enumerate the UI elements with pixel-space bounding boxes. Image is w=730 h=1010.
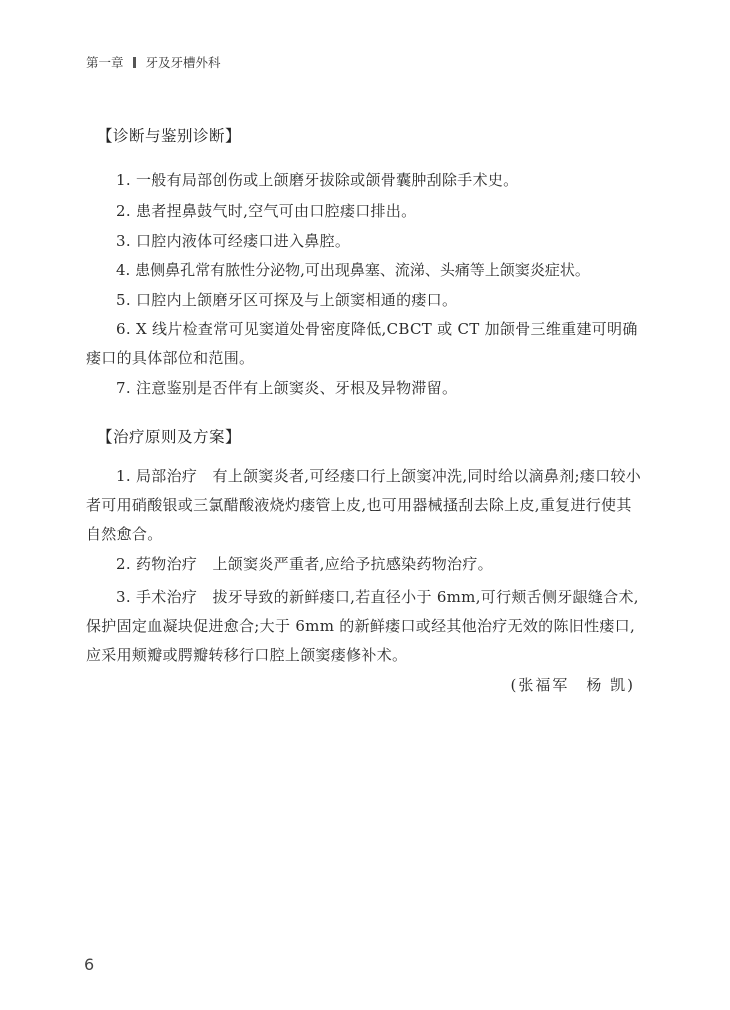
section-heading-diagnosis: 【诊断与鉴别诊断】 [97, 127, 242, 145]
page-number: 6 [84, 955, 95, 974]
diagnosis-item-5: 5. 口腔内上颌磨牙区可探及与上颌窦相通的瘘口。 [116, 291, 458, 309]
chapter-title: 牙及牙槽外科 [145, 55, 221, 70]
treatment-item-2: 2. 药物治疗 上颌窦炎严重者,应给予抗感染药物治疗。 [116, 555, 493, 573]
running-header [86, 53, 221, 71]
diagnosis-item-4: 4. 患侧鼻孔常有脓性分泌物,可出现鼻塞、流涕、头痛等上颌窦炎症状。 [116, 261, 590, 279]
section-heading-treatment: 【治疗原则及方案】 [97, 428, 242, 446]
header-divider [133, 57, 136, 68]
diagnosis-item-1: 1. 一般有局部创伤或上颌磨牙拔除或颌骨囊肿刮除手术史。 [116, 171, 519, 189]
author-signature: (张福军 杨 凯) [510, 676, 635, 694]
diagnosis-item-6: 6. X 线片检查常可见窦道处骨密度降低,CBCT 或 CT 加颌骨三维重建可明确瘘口的具体部位和范围。 [86, 320, 638, 367]
treatment-item-1: 1. 局部治疗 有上颌窦炎者,可经瘘口行上颌窦冲洗,同时给以滴鼻剂;瘘口较小者可用硝酸银或三氯醋酸液烧灼瘘管上皮,也可用器械搔刮去除上皮,重复进行使其自然愈合。 [86, 467, 642, 543]
diagnosis-item-2: 2. 患者捏鼻鼓气时,空气可由口腔瘘口排出。 [116, 202, 417, 220]
diagnosis-item-7: 7. 注意鉴别是否伴有上颌窦炎、牙根及异物滞留。 [116, 379, 458, 397]
chapter-label: 第一章 [86, 55, 124, 70]
diagnosis-item-3: 3. 口腔内液体可经瘘口进入鼻腔。 [116, 232, 351, 250]
treatment-item-3: 3. 手术治疗 拔牙导致的新鲜瘘口,若直径小于 6mm,可行颊舌侧牙龈缝合术,保护固定血凝块促进愈合;大于 6mm 的新鲜瘘口或经其他治疗无效的陈旧性瘘口,应采用颊瓣或腭瓣转移行口腔上颌窦瘘修补术。 [86, 588, 639, 664]
